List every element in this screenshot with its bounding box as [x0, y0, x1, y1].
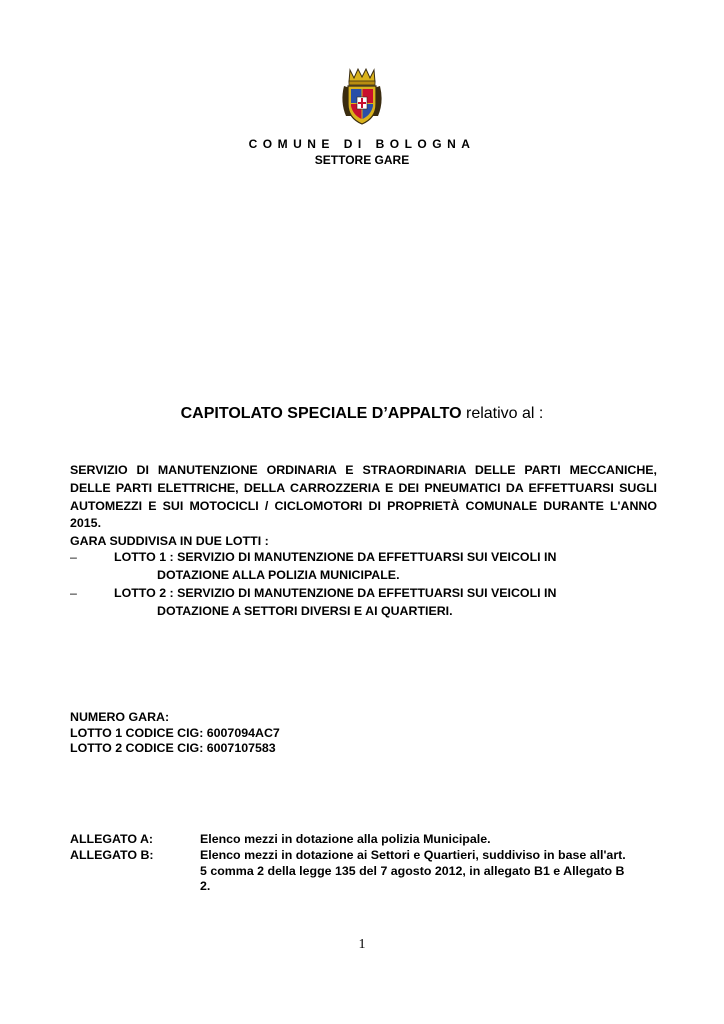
title-normal: relativo al :	[461, 405, 544, 422]
document-title	[0, 405, 724, 423]
lotto-bullet: –	[70, 550, 77, 564]
page-number: 1	[358, 937, 366, 952]
gara-lotto1-cig: LOTTO 1 CODICE CIG: 6007094AC7	[70, 725, 280, 740]
lotto-line1: LOTTO 2 : SERVIZIO DI MANUTENZIONE DA EFFETTUARSI SUI VEICOLI IN	[114, 586, 557, 600]
numero-gara-block	[70, 710, 470, 757]
lotto-bullet: –	[70, 586, 77, 600]
header-comune: COMUNE DI BOLOGNA	[248, 137, 476, 151]
header-settore: SETTORE GARE	[314, 153, 410, 167]
allegato-text: Elenco mezzi in dotazione ai Settori e Quartieri, suddiviso in base all'art. 5 comma 2 della legge 135 del 7 agosto 2012, in allegato B1 e Allegato B 2.	[200, 848, 626, 893]
service-description: SERVIZIO DI MANUTENZIONE ORDINARIA E STRAORDINARIA DELLE PARTI MECCANICHE, DELLE PARTI ELETTRICHE, DELLA CARROZZERIA E DEI PNEUMATICI DA EFFETTUARSI SUGLI AUTOMEZZI E SUI MOTOCICLI / CICLOMOTORI DI PROPRIETÀ COMUNALE DURANTE L'ANNO 2015.	[70, 463, 657, 531]
title-bold: CAPITOLATO SPECIALE D’APPALTO	[180, 405, 462, 422]
bologna-coat-of-arms-icon	[340, 66, 384, 126]
lotto-line1: LOTTO 1 : SERVIZIO DI MANUTENZIONE DA EFFETTUARSI SUI VEICOLI IN	[114, 550, 557, 564]
gara-heading: NUMERO GARA:	[70, 710, 170, 724]
lotto-line2: DOTAZIONE ALLA POLIZIA MUNICIPALE.	[157, 567, 400, 582]
gara-lotto2-cig: LOTTO 2 CODICE CIG: 6007107583	[70, 741, 276, 755]
lotto-line2: DOTAZIONE A SETTORI DIVERSI E AI QUARTIERI.	[157, 603, 453, 618]
allegato-label: ALLEGATO B:	[70, 848, 154, 862]
lotti-heading: GARA SUDDIVISA IN DUE LOTTI :	[70, 534, 269, 548]
allegato-text: Elenco mezzi in dotazione alla polizia Municipale.	[200, 832, 491, 846]
allegato-label: ALLEGATO A:	[70, 832, 154, 846]
